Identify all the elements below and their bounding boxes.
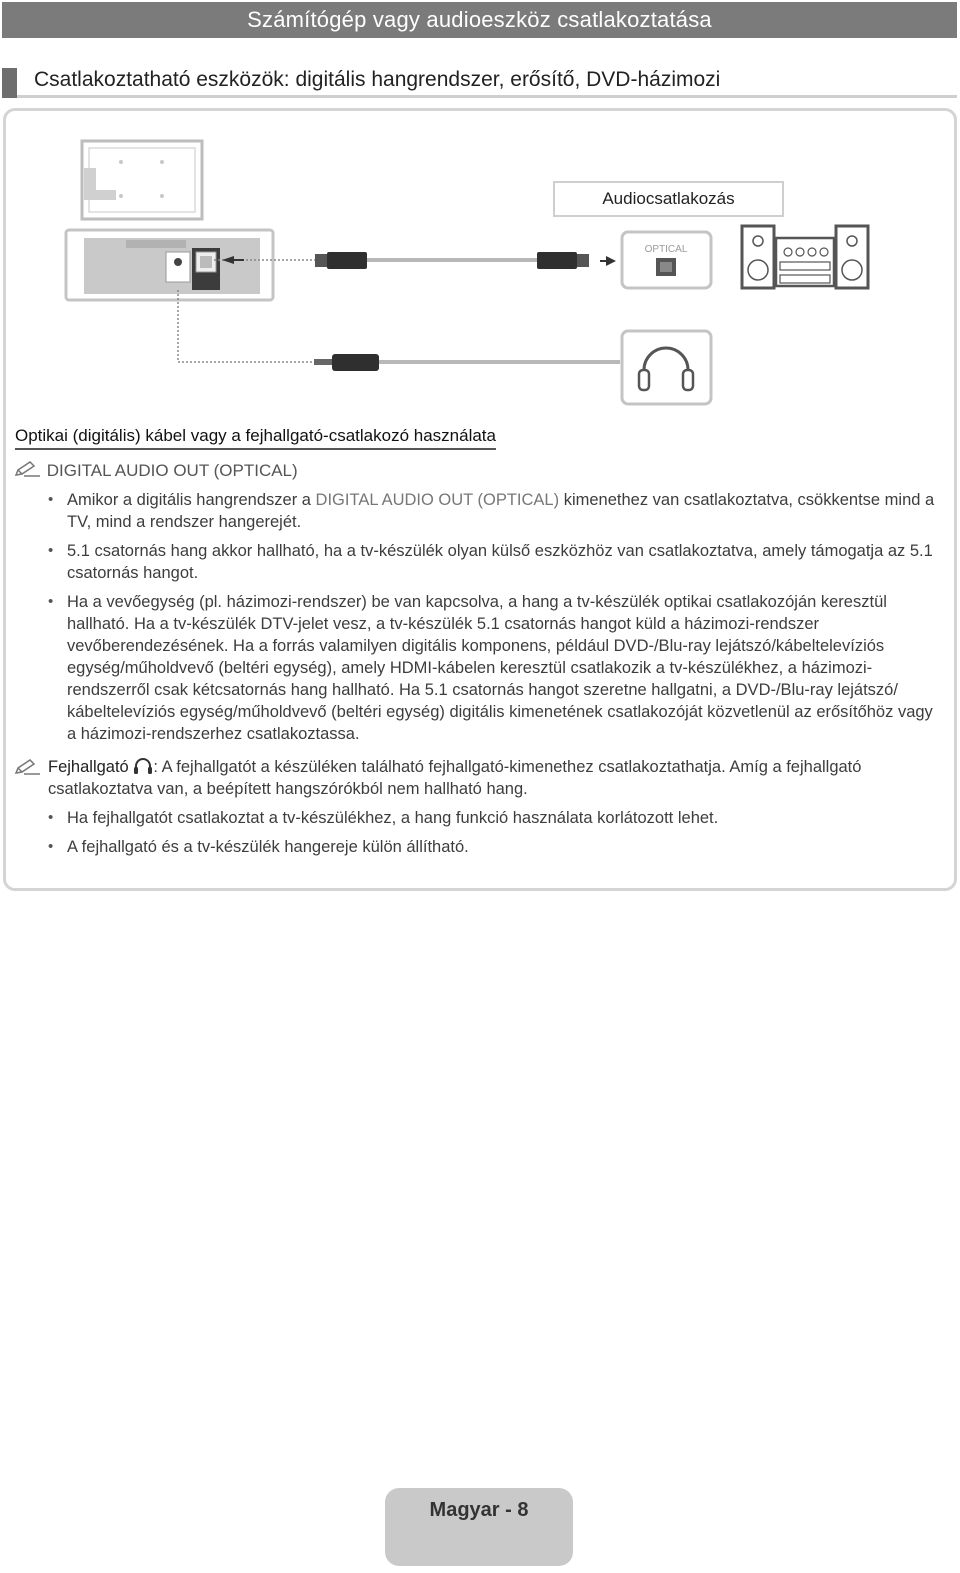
- page-header: Számítógép vagy audioeszköz csatlakoztatása: [2, 2, 957, 38]
- optical-cable: [315, 252, 616, 269]
- list-item: • Ha fejhallgatót csatlakoztat a tv-készülékhez, a hang funkció használata korlátozott lehet.: [48, 807, 943, 829]
- headphone-cable: [314, 354, 620, 371]
- optical-port-box: [622, 232, 711, 288]
- pencil-note-icon: [14, 758, 42, 776]
- list-item: • Ha a vevőegység (pl. házimozi-rendszer) be van kapcsolva, a hang a tv-készülék optikai csatlakozóján keresztül hallható. Ha a tv-készülék DTV-jelet vesz, a tv-készülék 5.1 csatornás hangot küld a házimozi-rendszer vevőberendezésének. Ha a forrás valamilyen digitális komponens, például DVD-/Blu-ray lejátszó/kábeltelevíziós egység/műholdvevő (beltéri egység), amely HDMI-kábelen keresztül csatlakozik a tv-készülékhez, a házimozi-rendszerről csak kétcsatornás hang hallható. Ha 5.1 csatornás hangot szeretne hallgatni, a DVD-/Blu-ray lejátszó/ kábeltelevíziós egység/műholdvevő (beltéri egység) digitális kimenetének csatlakozóját közvetlenül az erősítőhöz vagy a házimozi-rendszerhez csatlakoztassa.: [48, 591, 943, 745]
- digital-audio-bullets: [48, 489, 943, 752]
- audio-connection-label: Audiocsatlakozás: [553, 181, 784, 217]
- tv-rear-panel: [66, 230, 273, 300]
- list-item: • Amikor a digitális hangrendszer a DIGITAL AUDIO OUT (OPTICAL) kimenethez van csatlakoztatva, csökkentse mind a TV, mind a rendszer hangerejét.: [48, 489, 943, 533]
- list-item: • A fejhallgató és a tv-készülék hangereje külön állítható.: [48, 836, 943, 858]
- section-title: Csatlakoztatható eszközök: digitális hangrendszer, erősítő, DVD-házimozi: [34, 68, 721, 91]
- headphone-text: : A fejhallgatót a készüléken található fejhallgató-kimenethez csatlakoztathatja. Amíg a fejhallgató csatlakoztatva van, a beépített hangszórókból nem hallható hang.: [48, 758, 862, 798]
- tv-illustration: [82, 141, 202, 219]
- headphone-box: [622, 331, 711, 404]
- note-digital-audio: [14, 460, 298, 481]
- note-digital-audio-text: DIGITAL AUDIO OUT (OPTICAL): [46, 461, 298, 480]
- headphone-icon: [133, 757, 153, 775]
- home-theater-illustration: [742, 226, 868, 288]
- list-item: • 5.1 csatornás hang akkor hallható, ha a tv-készülék olyan külső eszközhöz van csatlakoztatva, amely támogatja az 5.1 csatornás hangot.: [48, 540, 943, 584]
- connection-diagram: [0, 0, 960, 420]
- headphone-note: [48, 756, 943, 800]
- headphone-label: Fejhallgató: [48, 758, 129, 776]
- pencil-note-icon: [14, 460, 42, 478]
- usage-subheading: Optikai (digitális) kábel vagy a fejhallgató-csatlakozó használata: [15, 426, 496, 450]
- optical-port-label: OPTICAL: [644, 244, 688, 255]
- headphone-bullets: [48, 807, 943, 865]
- page-number: Magyar - 8: [385, 1488, 573, 1566]
